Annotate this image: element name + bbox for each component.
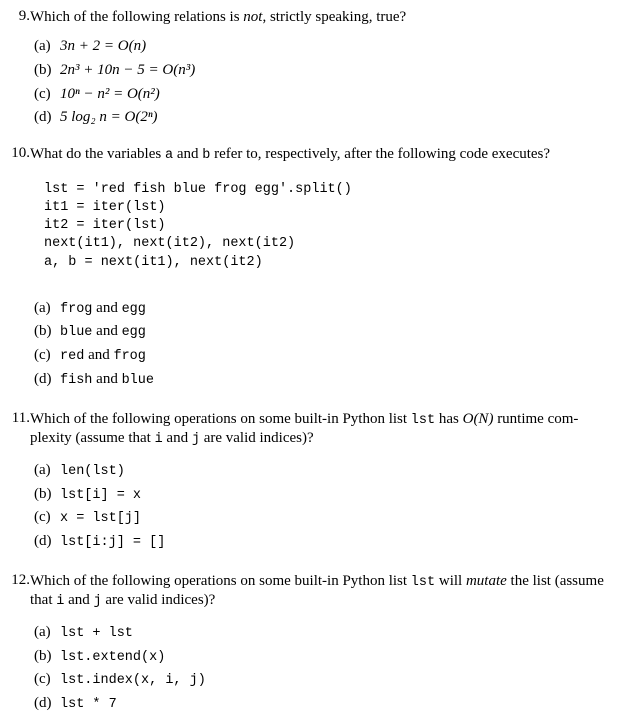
- question-text-line-2: plexity (assume that i and j are valid indices)?: [30, 430, 314, 447]
- option-b[interactable]: (b) 2n³ + 10n − 5 = O(n³): [34, 62, 196, 78]
- question-text-line-1: Which of the following operations on some built-in Python list lst has O(N) runtime com-: [30, 411, 579, 428]
- question-number: 11.: [11, 410, 30, 426]
- option-b[interactable]: (b) lst[i] = x: [34, 486, 142, 503]
- option-c[interactable]: (c) lst.index(x, i, j): [34, 671, 206, 688]
- option-a[interactable]: (a) 3n + 2 = O(n): [34, 38, 147, 54]
- question-text: Which of the following relations is not, strictly speaking, true?: [30, 9, 407, 25]
- option-d[interactable]: (d) 5 log₂ n = O(2ⁿ): [34, 109, 158, 125]
- question-number: 12.: [11, 572, 30, 588]
- question-number: 10.: [11, 145, 30, 161]
- option-a[interactable]: (a) frog and egg: [34, 300, 146, 317]
- question-text: What do the variables a and b refer to, respectively, after the following code executes?: [30, 146, 551, 163]
- question-text-line-2: that i and j are valid indices)?: [30, 592, 216, 609]
- question-text-line-1: Which of the following operations on some built-in Python list lst will mutate the list (assume: [30, 573, 604, 590]
- option-c[interactable]: (c) x = lst[j]: [34, 509, 142, 526]
- option-b[interactable]: (b) blue and egg: [34, 323, 146, 340]
- emphasis: not: [243, 9, 263, 25]
- code-line-3: it2 = iter(lst): [44, 218, 166, 233]
- code-line-1: lst = 'red fish blue frog egg'.split(): [44, 182, 352, 197]
- option-d[interactable]: (d) fish and blue: [34, 371, 154, 388]
- question-number: 9.: [18, 8, 30, 24]
- option-a[interactable]: (a) lst + lst: [34, 624, 133, 641]
- option-c[interactable]: (c) 10ⁿ − n² = O(n²): [34, 86, 160, 102]
- code-line-2: it1 = iter(lst): [44, 200, 166, 215]
- code-line-4: next(it1), next(it2), next(it2): [44, 236, 296, 251]
- option-c[interactable]: (c) red and frog: [34, 347, 146, 364]
- code-line-5: a, b = next(it1), next(it2): [44, 255, 263, 270]
- option-d[interactable]: (d) lst * 7: [34, 695, 117, 712]
- option-d[interactable]: (d) lst[i:j] = []: [34, 533, 166, 550]
- option-b[interactable]: (b) lst.extend(x): [34, 648, 166, 665]
- option-a[interactable]: (a) len(lst): [34, 462, 125, 479]
